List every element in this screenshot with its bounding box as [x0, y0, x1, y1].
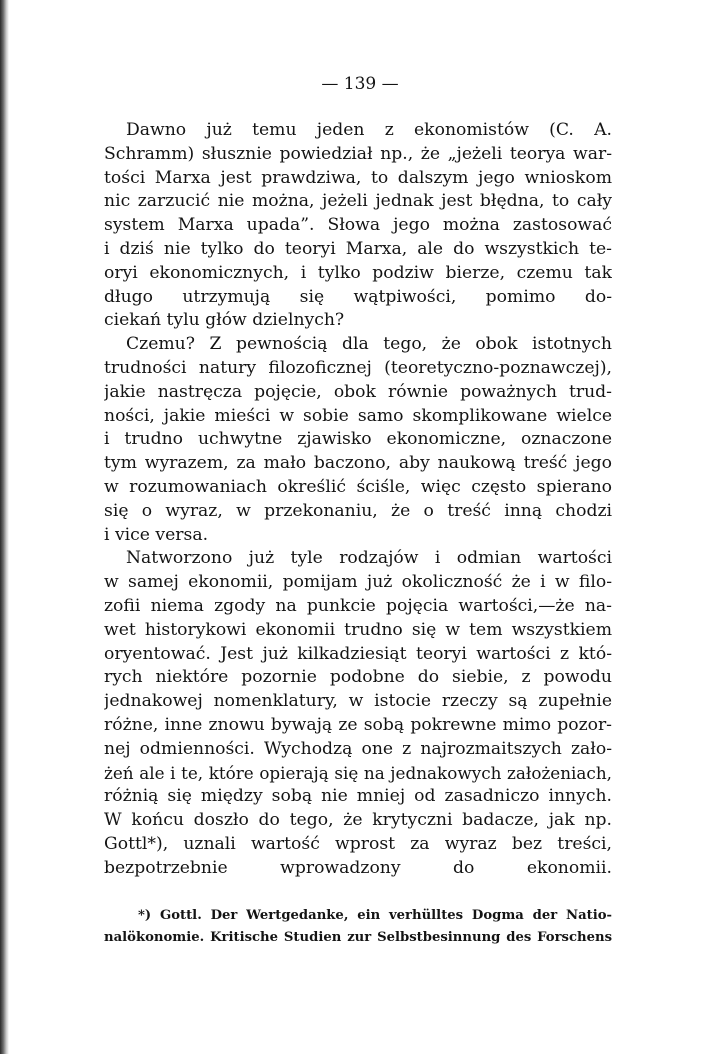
text-line: Czemu? Z pewnością dla tego, że obok istotnych [126, 334, 612, 355]
text-line: w samej ekonomii, pomijam już okoliczność że i w filo‑ [104, 572, 612, 593]
text-line: długo utrzymują się wątpiwości, pomimo do‑ [104, 286, 612, 307]
paragraph-2 [104, 333, 612, 547]
text-line: nej odmienności. Wychodzą one z najrozmaitszych zało‑ [104, 738, 612, 759]
text-line: W końcu doszło do tego, że krytyczni badacze, jak np. [104, 810, 612, 831]
text-line: jakie nastręcza pojęcie, obok równie poważnych trud‑ [104, 381, 612, 402]
text-line: i trudno uchwytne zjawisko ekonomiczne, oznaczone [104, 429, 612, 450]
body-text [104, 119, 612, 881]
text-line: tym wyrazem, za mało baczono, aby naukową treść jego [104, 453, 612, 474]
text-line: ciekań tylu głów dzielnych? [104, 310, 345, 331]
text-line: Schramm) słusznie powiedział np., że „jeżeli teorya war‑ [104, 143, 612, 164]
text-line: Gottl*), uznali wartość wprost za wyraz bez treści, [104, 833, 612, 854]
text-line: rych niektóre pozornie podobne do siebie, z powodu [104, 667, 612, 688]
footnote-line: nalökonomie. Kritische Studien zur Selbstbesinnung des Forschens [104, 930, 612, 945]
footnote [104, 905, 612, 949]
text-line: tości Marxa jest prawdziwa, to dalszym jego wnioskom [104, 167, 612, 188]
text-line: Natworzono już tyle rodzajów i odmian wartości [126, 548, 612, 569]
text-line: Dawno już temu jeden z ekonomistów (C. A. [126, 120, 612, 140]
text-line: nic zarzucić nie można, jeżeli jednak jest błędna, to cały [104, 191, 612, 212]
text-line: trudności natury filozoficznej (teoretyczno‑poznawczej), [104, 357, 612, 378]
text-line: jednakowej nomenklatury, w istocie rzeczy są zupełnie [104, 691, 612, 712]
text-line: oryentować. Jest już kilkadziesiąt teoryi wartości z któ‑ [104, 643, 612, 664]
text-line: zofii niema zgody na punkcie pojęcia wartości,—że na‑ [104, 595, 612, 616]
text-line: żeń ale i te, które opierają się na jednakowych założeniach, [104, 762, 612, 783]
text-line: ności, jakie mieści w sobie samo skomplikowane wielce [104, 405, 612, 426]
page-number: — 139 — [321, 74, 399, 94]
footnote-line: *) Gottl. Der Wertgedanke, ein verhülltes Dogma der Natio‑ [138, 908, 612, 923]
text-line: oryi ekonomicznych, i tylko podziw bierze, czemu tak [104, 262, 612, 283]
text-line: bezpotrzebnie wprowadzony do ekonomii. [104, 857, 612, 878]
text-line: w rozumowaniach określić ściśle, więc często spierano [104, 476, 612, 497]
paragraph-1 [104, 119, 612, 333]
text-line: różne, inne znowu bywają ze sobą pokrewne mimo pozor‑ [104, 714, 612, 735]
paragraph-3 [104, 547, 612, 880]
text-line: się o wyraz, w przekonaniu, że o treść inną chodzi [104, 500, 612, 521]
text-line: system Marxa upada”. Słowa jego można zastosować [104, 215, 612, 236]
page-binding-edge [0, 0, 9, 1054]
text-line: i vice versa. [104, 524, 209, 545]
text-line: różnią się między sobą nie mniej od zasadniczo innych. [104, 786, 612, 807]
text-line: wet historykowi ekonomii trudno się w tem wszystkiem [104, 619, 612, 640]
text-line: i dziś nie tylko do teoryi Marxa, ale do wszystkich te‑ [104, 238, 612, 259]
